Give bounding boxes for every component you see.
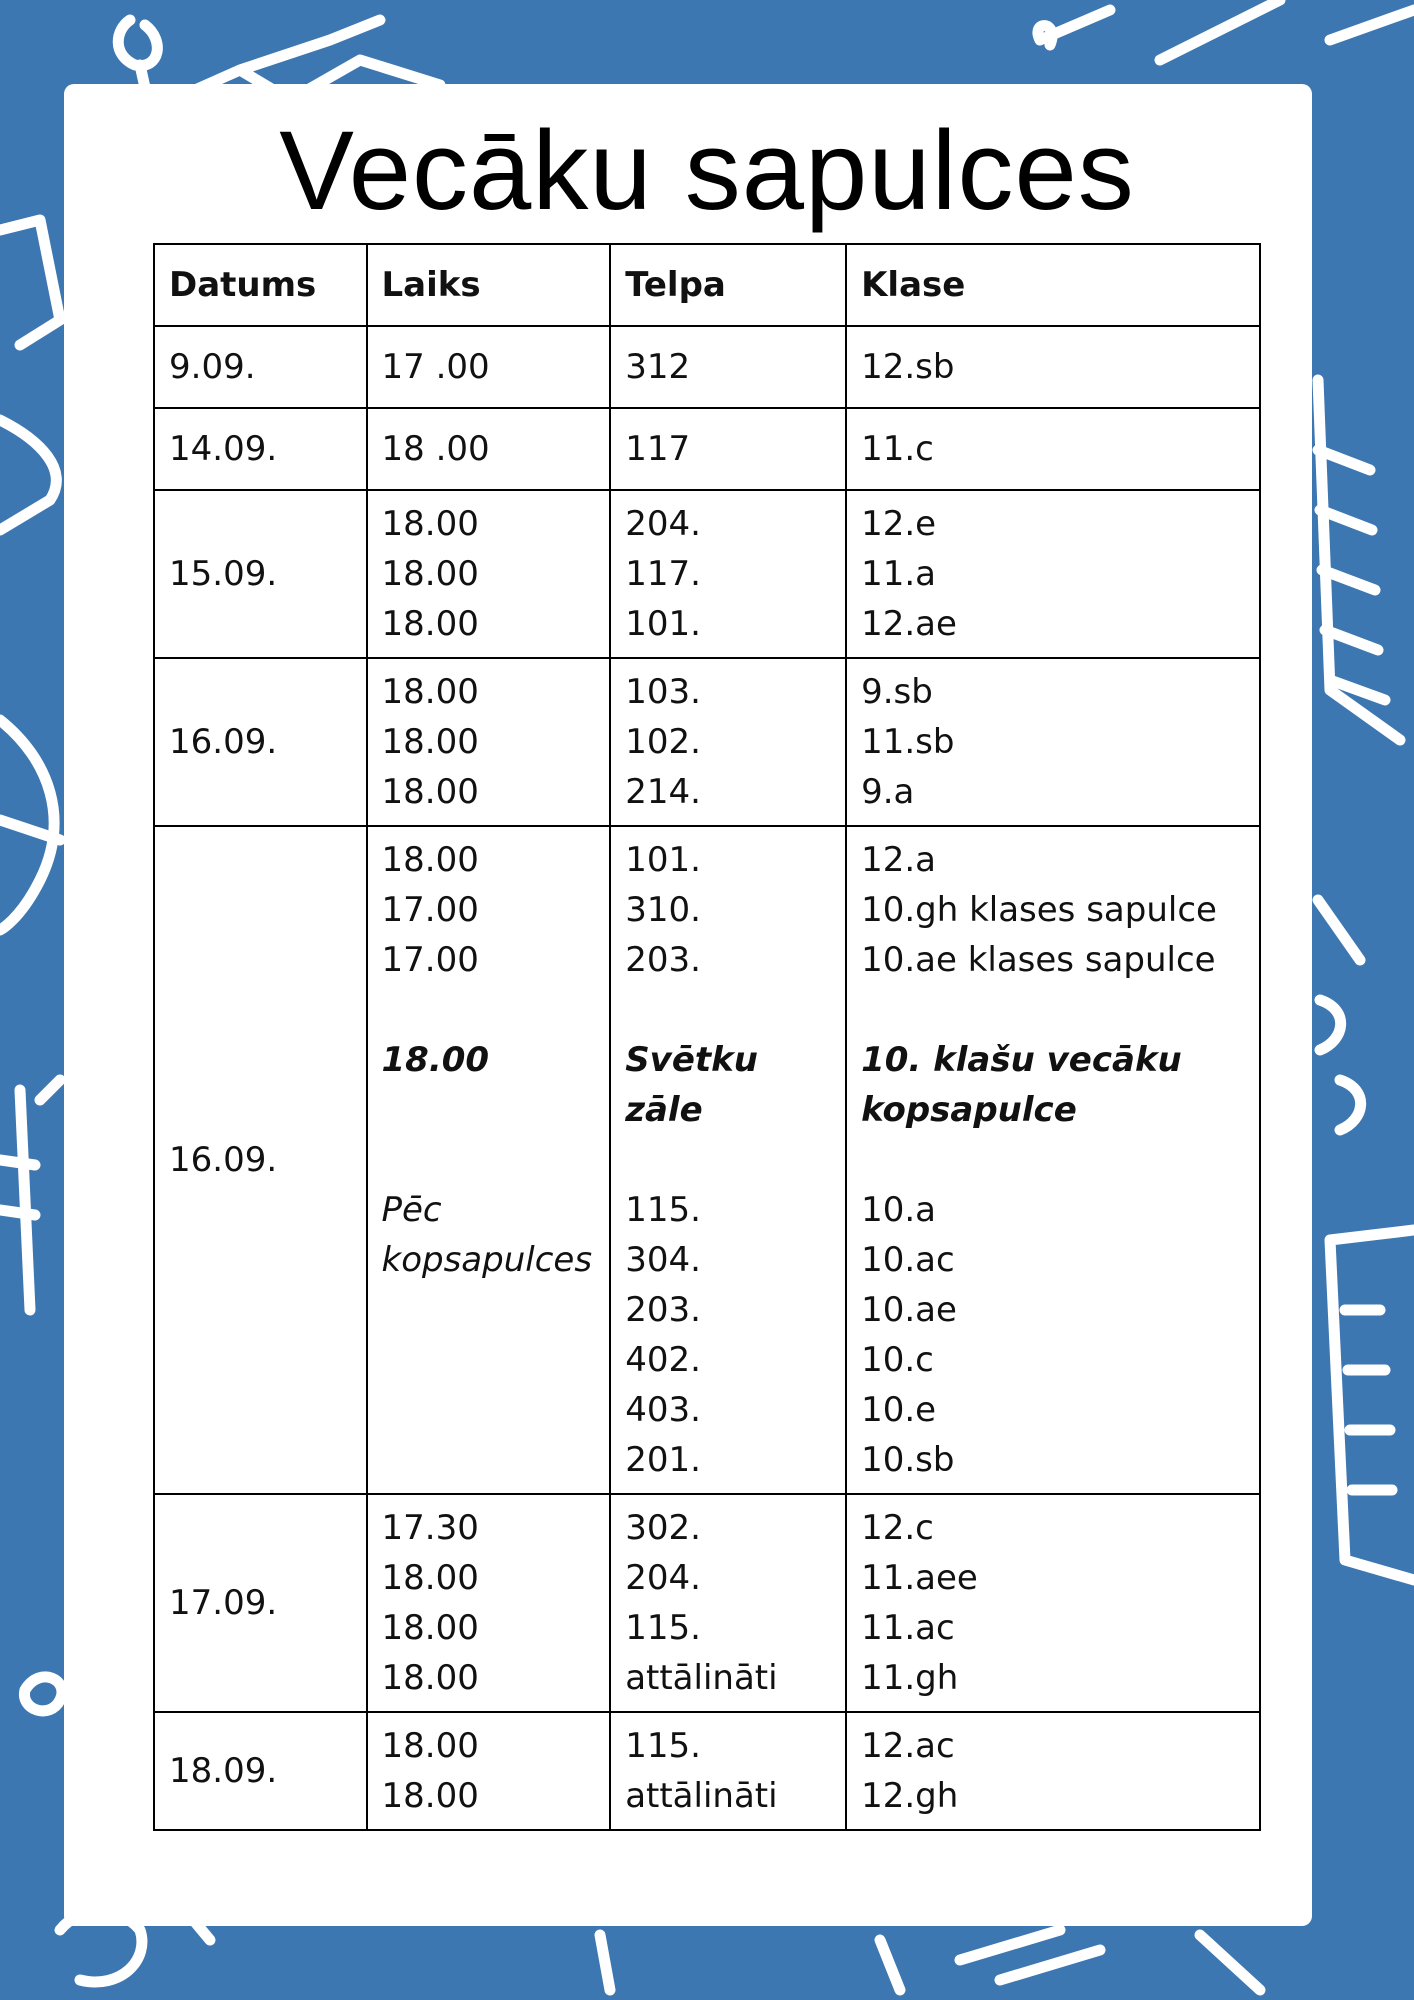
time-cell <box>367 326 611 408</box>
time-cell <box>367 826 611 1494</box>
room-line: 402. <box>625 1340 701 1380</box>
room-cell <box>610 826 846 1494</box>
header-room: Telpa <box>610 244 846 326</box>
class-line: 12.e <box>861 504 937 544</box>
table-header-row <box>154 244 1260 326</box>
room-line: 101. <box>625 604 701 644</box>
time-line <box>382 1435 596 1485</box>
room-cell <box>610 326 846 408</box>
table-row <box>154 826 1260 1494</box>
doodle-ruler-right <box>1330 1230 1414 1580</box>
date-cell: 15.09. <box>154 490 367 658</box>
doodle-ladder-right <box>1318 380 1400 740</box>
class-line: 10.ac <box>861 1240 955 1280</box>
room-cell <box>610 1494 846 1712</box>
date-cell: 17.09. <box>154 1494 367 1712</box>
time-line: 17 .00 <box>381 347 490 387</box>
time-cell <box>367 408 611 490</box>
time-line: 18.00 <box>381 722 479 762</box>
time-line: 18 .00 <box>381 429 490 469</box>
room-cell <box>610 490 846 658</box>
time-line: 18.00 <box>381 504 479 544</box>
header-class: Klase <box>846 244 1260 326</box>
class-line: 11.c <box>861 429 934 469</box>
room-line: 101. <box>625 840 701 880</box>
table-row <box>154 1712 1260 1830</box>
doodle-line-top-right <box>1038 0 1414 60</box>
meeting-schedule-table <box>153 243 1261 1831</box>
room-line: 312 <box>625 347 691 387</box>
date-cell: 14.09. <box>154 408 367 490</box>
class-line: 10.a <box>861 1190 936 1230</box>
room-line: attālināti <box>625 1658 778 1698</box>
time-line <box>382 985 596 1035</box>
page-title: Vecāku sapulces <box>279 108 1135 233</box>
time-line <box>382 1335 596 1385</box>
class-line: 12.ac <box>861 1726 955 1766</box>
room-line: 103. <box>625 672 701 712</box>
doodle-fork-left <box>0 1080 60 1310</box>
room-line: 403. <box>625 1390 701 1430</box>
room-line: 204. <box>625 1558 701 1598</box>
table-row <box>154 658 1260 826</box>
class-line: 10.ae <box>861 1290 957 1330</box>
time-line: 18.00 <box>381 554 479 594</box>
class-line: 9.a <box>861 772 915 812</box>
time-line: 18.00 <box>381 1608 479 1648</box>
room-line <box>625 985 831 1035</box>
class-line: 10.e <box>861 1390 937 1430</box>
class-line: 11.aee <box>861 1558 978 1598</box>
class-line: 12.a <box>861 840 936 880</box>
table-row <box>154 326 1260 408</box>
date-cell: 18.09. <box>154 1712 367 1830</box>
room-line: 304. <box>625 1240 701 1280</box>
time-line: 18.00 <box>381 1558 479 1598</box>
class-line: 11.a <box>861 554 936 594</box>
class-line: 11.sb <box>861 722 955 762</box>
doodle-shape-left-1 <box>0 220 60 530</box>
time-cell <box>367 1494 611 1712</box>
time-line: kopsapulces <box>381 1240 593 1280</box>
time-line: 18.00 <box>381 1776 479 1816</box>
time-line <box>382 1285 596 1335</box>
class-line <box>861 985 1245 1035</box>
class-line: 10.sb <box>861 1440 955 1480</box>
room-line: 102. <box>625 722 701 762</box>
table-row <box>154 490 1260 658</box>
header-time: Laiks <box>367 244 611 326</box>
class-line <box>861 1135 1245 1185</box>
time-cell <box>367 658 611 826</box>
class-cell <box>846 1712 1260 1830</box>
time-line: 17.00 <box>381 890 479 930</box>
class-cell <box>846 826 1260 1494</box>
class-line: 10.ae klases sapulce <box>861 940 1216 980</box>
date-cell: 16.09. <box>154 826 367 1494</box>
room-cell <box>610 408 846 490</box>
room-line: 117 <box>625 429 691 469</box>
room-line: attālināti <box>625 1776 778 1816</box>
room-cell <box>610 1712 846 1830</box>
class-cell <box>846 1494 1260 1712</box>
time-line: 18.00 <box>381 840 479 880</box>
room-line: 115. <box>625 1608 701 1648</box>
header-date: Datums <box>154 244 367 326</box>
class-line: 10.c <box>861 1340 934 1380</box>
class-line: 11.gh <box>861 1658 959 1698</box>
time-line <box>382 1135 596 1185</box>
room-line: 117. <box>625 554 701 594</box>
table-row <box>154 1494 1260 1712</box>
time-line: 18.00 <box>381 1658 479 1698</box>
room-line: zāle <box>625 1090 703 1130</box>
doodle-squiggle-right <box>1318 900 1361 1130</box>
time-line: 18.00 <box>381 604 479 644</box>
time-line <box>382 1385 596 1435</box>
class-line: 11.ac <box>861 1608 955 1648</box>
time-line: 17.00 <box>381 940 479 980</box>
room-line: 310. <box>625 890 701 930</box>
class-line: 12.c <box>861 1508 934 1548</box>
table-row <box>154 408 1260 490</box>
class-line: 12.sb <box>861 347 955 387</box>
time-line: 18.00 <box>381 1040 490 1080</box>
room-line: Svētku <box>625 1040 758 1080</box>
doodle-line-bottom <box>600 1930 1260 1990</box>
class-line: 10. klašu vecāku <box>861 1040 1182 1080</box>
time-line: Pēc <box>381 1190 442 1230</box>
class-line: kopsapulce <box>861 1090 1077 1130</box>
room-cell <box>610 658 846 826</box>
class-line: 10.gh klases sapulce <box>861 890 1217 930</box>
room-line: 115. <box>625 1190 701 1230</box>
time-cell <box>367 1712 611 1830</box>
class-cell <box>846 490 1260 658</box>
room-line: 203. <box>625 1290 701 1330</box>
class-cell <box>846 658 1260 826</box>
room-line: 302. <box>625 1508 701 1548</box>
class-cell <box>846 326 1260 408</box>
date-cell: 16.09. <box>154 658 367 826</box>
time-line: 17.30 <box>381 1508 479 1548</box>
class-cell <box>846 408 1260 490</box>
room-line: 203. <box>625 940 701 980</box>
time-line: 18.00 <box>381 772 479 812</box>
room-line <box>625 1135 831 1185</box>
room-line: 204. <box>625 504 701 544</box>
room-line: 214. <box>625 772 701 812</box>
time-line: 18.00 <box>381 1726 479 1766</box>
doodle-circle-left <box>0 720 60 930</box>
room-line: 201. <box>625 1440 701 1480</box>
date-cell: 9.09. <box>154 326 367 408</box>
class-line: 12.ae <box>861 604 957 644</box>
time-line <box>382 1085 596 1135</box>
doodle-ring-left <box>24 1677 62 1711</box>
time-line: 18.00 <box>381 672 479 712</box>
time-cell <box>367 490 611 658</box>
class-line: 12.gh <box>861 1776 959 1816</box>
room-line: 115. <box>625 1726 701 1766</box>
class-line: 9.sb <box>861 672 933 712</box>
